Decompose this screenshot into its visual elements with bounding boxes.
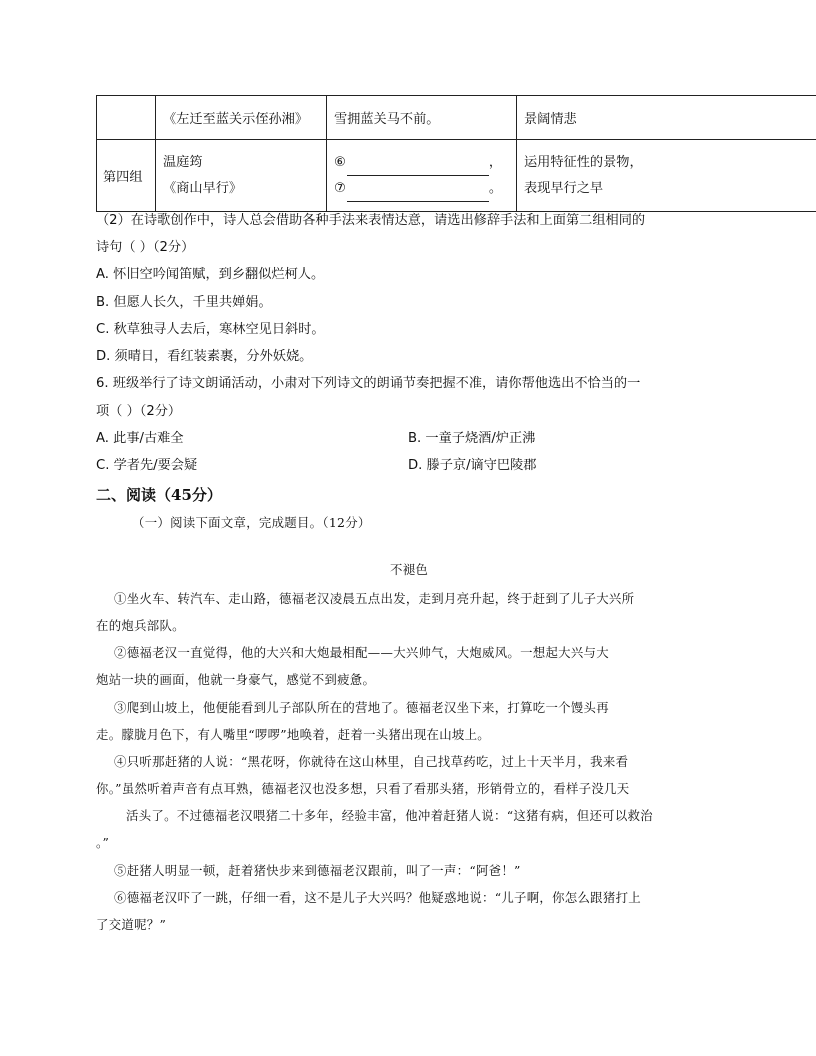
line-cell xyxy=(327,96,517,140)
poem-title: 《商山早行》 xyxy=(163,180,243,196)
question-6-stem: 6. 班级举行了诗文朗诵活动，小肃对下列诗文的朗诵节奏把握不准，请你帮他选出不恰当的一 xyxy=(96,376,641,391)
paragraph-6-cont: 了交道呢？” xyxy=(96,917,167,932)
option-b: B. 一童子烧酒/炉正沸 xyxy=(408,431,536,446)
paragraph-2-cont: 炮站一块的画面，他就一身豪气，感觉不到疲惫。 xyxy=(96,672,376,687)
blank-6[interactable]: ⑥ ， xyxy=(334,150,516,176)
paragraph-4-cont: 你。”虽然听着声音有点耳熟，德福老汉也没多想，只看了看那头猪，形销骨立的，看样子没几天 xyxy=(96,781,630,796)
paragraph-3-cont: 走。朦胧月色下，有人嘴里“啰啰”地唤着，赶着一头猪出现在山坡上。 xyxy=(96,727,490,742)
paragraph-2: ②德福老汉一直觉得，他的大兴和大炮最相配——大兴帅气，大炮威风。一想起大兴与大 xyxy=(114,645,609,660)
technique-cell xyxy=(517,140,816,212)
question-5-2-stem: （2）在诗歌创作中，诗人总会借助各种手法来表情达意，请选出修辞手法和上面第二组相同的 xyxy=(96,213,646,228)
paragraph-4-cont: 。” xyxy=(96,835,110,850)
table-row xyxy=(97,96,816,140)
technique-cell xyxy=(517,96,816,140)
technique-text: 表现早行之早 xyxy=(524,180,604,196)
section-heading: 二、阅读（45分） xyxy=(96,486,222,504)
poem-cell xyxy=(156,96,327,140)
answer-line[interactable] xyxy=(347,162,489,176)
blank-7[interactable]: ⑦ 。 xyxy=(334,176,516,202)
blank-cell xyxy=(327,140,517,212)
poem-cell xyxy=(156,140,327,212)
passage-title: 不褪色 xyxy=(390,562,429,577)
poem-title: 《左迁至蓝关示侄孙湘》 xyxy=(163,112,309,127)
question-6-stem-cont: 项（ ）（2分） xyxy=(96,404,182,419)
question-5-2-stem-cont: 诗句（ ）（2分） xyxy=(96,240,195,255)
option-b: B. 但愿人长久，千里共婵娟。 xyxy=(96,295,272,310)
paragraph-5: ⑤赶猪人明显一顿，赶着猪快步来到德福老汉跟前，叫了一声：“阿爸！” xyxy=(114,863,521,878)
option-c: C. 秋草独寻人去后，寒林空见日斜时。 xyxy=(96,322,325,337)
paragraph-1-cont: 在的炮兵部队。 xyxy=(96,618,185,633)
technique-text: 景阔情悲 xyxy=(524,112,577,127)
option-d: D. 滕子京/谪守巴陵郡 xyxy=(408,458,537,473)
passage-instruction: （一）阅读下面文章，完成题目。（12分） xyxy=(132,515,371,530)
option-c: C. 学者先/要会疑 xyxy=(96,458,198,473)
technique-text: 运用特征性的景物， xyxy=(524,154,643,170)
paragraph-4: ④只听那赶猪的人说：“黑花呀，你就待在这山林里，自己找草药吃，过上十天半月，我来看 xyxy=(114,754,629,769)
poem-line: 雪拥蓝关马不前。 xyxy=(334,112,440,127)
table-row xyxy=(97,140,816,212)
group-cell xyxy=(97,140,156,212)
answer-line[interactable] xyxy=(347,188,489,202)
paragraph-3: ③爬到山坡上，他便能看到儿子部队所在的营地了。德福老汉坐下来，打算吃一个馒头再 xyxy=(114,700,609,715)
option-d: D. 须晴日，看红装素裹，分外妖娆。 xyxy=(96,349,313,364)
paragraph-6: ⑥德福老汉吓了一跳，仔细一看，这不是儿子大兴吗？他疑惑地说：“儿子啊，你怎么跟猪打上 xyxy=(114,890,641,905)
group-label: 第四组 xyxy=(103,170,143,185)
option-a: A. 此事/古难全 xyxy=(96,431,184,446)
option-a: A. 怀旧空吟闻笛赋，到乡翻似烂柯人。 xyxy=(96,267,325,282)
paragraph-1: ①坐火车、转汽车、走山路，德福老汉凌晨五点出发，走到月亮升起，终于赶到了儿子大兴所 xyxy=(114,591,635,606)
group-cell xyxy=(97,96,156,140)
poem-table xyxy=(96,95,816,212)
paragraph-4-cont: 活头了。不过德福老汉喂猪二十多年，经验丰富，他冲着赶猪人说：“这猪有病，但还可以救治 xyxy=(126,808,653,823)
poet-name: 温庭筠 xyxy=(163,154,203,170)
